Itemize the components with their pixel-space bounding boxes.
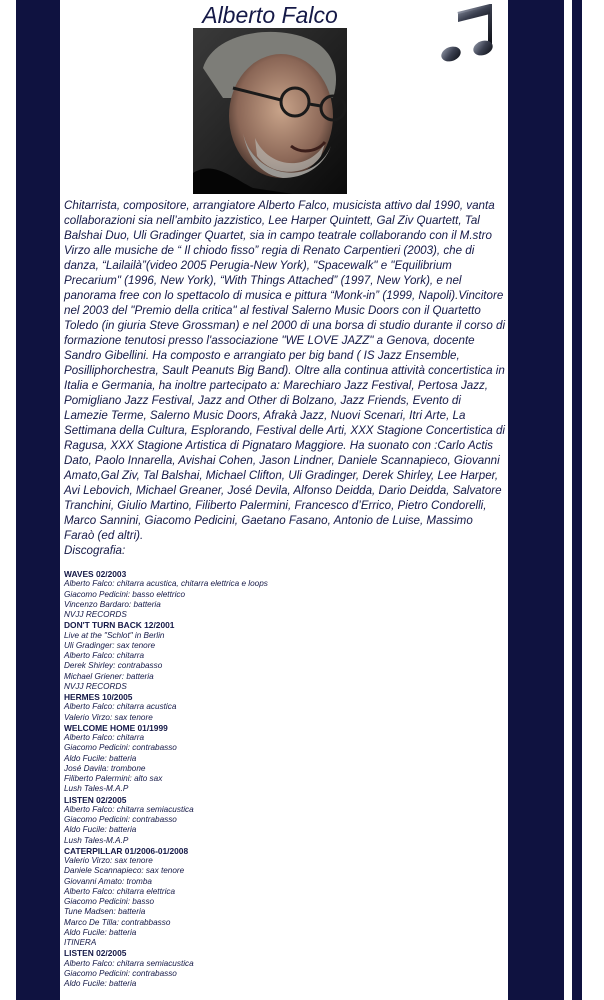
album-credit: Alberto Falco: chitarra: [64, 733, 145, 742]
album-title: LISTEN 02/2005: [64, 794, 127, 805]
album-title: WAVES 02/2003: [64, 569, 127, 579]
album-credit: Aldo Fucile: batteria: [64, 753, 137, 763]
album-credit: Valerio Virzo: sax tenore: [64, 712, 153, 722]
album-credit: Aldo Fucile: batteria: [64, 927, 137, 937]
album-credit: Giacomo Pedicini: contrabasso: [64, 743, 177, 753]
album-credit: Lush Tales-M.A.P: [64, 784, 129, 794]
discography-heading: Discografia:: [64, 544, 126, 557]
album-credit: Derek Shirley: contrabasso: [64, 661, 163, 671]
album-credit: Michael Griener: batteria: [64, 671, 154, 681]
album-credit: Aldo Fucile: batteria: [64, 979, 137, 988]
album-entry: [64, 723, 504, 795]
album-title: CATERPILLAR 01/2006-01/2008: [64, 845, 189, 856]
album-credit: Lush Tales-M.A.P: [64, 835, 129, 845]
album-credit: Giacomo Pedicini: contrabasso: [64, 815, 177, 824]
artist-photo: [193, 28, 347, 194]
album-title: LISTEN 02/2005: [64, 948, 127, 959]
album-credit: Aldo Fucile: batteria: [64, 825, 137, 835]
album-credit: Alberto Falco: chitarra semiacustica: [64, 804, 194, 814]
music-note-icon: [440, 4, 496, 62]
album-entry: [64, 948, 504, 989]
album-credit: Filiberto Palermini: alto sax: [64, 774, 163, 783]
album-credit: Alberto Falco: chitarra elettrica: [64, 886, 176, 896]
album-credit: Vincenzo Bardaro: batteria: [64, 599, 161, 609]
far-right-band: [572, 0, 582, 1000]
album-credit: Giacomo Pedicini: basso elettrico: [64, 589, 186, 599]
album-credit: NVJJ RECORDS: [64, 610, 127, 619]
album-credit: Tune Madsen: batteria: [64, 907, 146, 917]
main-content: [60, 0, 508, 1000]
album-credit: José Davila: trombone: [64, 763, 146, 773]
album-title: DON'T TURN BACK 12/2001: [64, 620, 175, 631]
biography-text: Chitarrista, compositore, arrangiatore Alberto Falco, musicista attivo dal 1990, vanta collaborazioni sia nell’ambito jazzistico, Lee Harper Quintett, Gal Ziv Quartett, Tal Balshai Duo, Uli Gradinger Quartet, sia in campo teatrale collaborando con il M.stro Virzo alle musiche de “ Il chiodo fisso” regia di Renato Carpentieri (2003), che di danza, “Lailailà”(video 2005 Perugia-New York), "Spacewalk" e "Equilibrium Precarium" (1996, New York), “With Things Attached” (1997, New York), e nel panorama free con lo spettacolo di musica e pittura “Monk-in” (1999, Napoli).Vincitore nel 2003 del "Premio della critica" al festival Salerno Music Doors con il Quartetto Toledo (in giuria Steve Grossman) e nel 2000 di una borsa di studio durante il corso di formazione tenutosi presso l'associazione "WE LOVE JAZZ" a Genova, docente Sandro Gibellini. Ha composto e arrangiato per big band ( IS Jazz Ensemble, Posilliphorchestra, Sault Peanuts Big Band). Oltre alla continua attività concertistica in Italia e Germania, ha inoltre partecipato a: Marechiaro Jazz Festival, Pertosa Jazz, Pomigliano Jazz Festival, Jazz and Other di Bolzano, Jazz Friends, Evento di Lamezie Terme, Salerno Music Doors, Afrakà Jazz, Nuovi Scenari, Itri Arte, La Settimana della Cultura, Esplorando, Festival delle Arti, XXX Stagione Concertistica di Ragusa, XXX Stagione Artistica di Pignataro Maggiore. Ha suonato con :Carlo Actis Dato, Paolo Innarella, Avishai Cohen, Jason Lindner, Daniele Scannapieco, Giovanni Amato,Gal Ziv, Tal Balshai, Michael Clifton, Uli Gradinger, Derek Shirley, Lee Harper, Avi Lebovich, Michael Greaner, José Devila, Alfonso Deidda, Dario Deidda, Salvatore Tranchini, Giulio Martino, Filiberto Palermini, Francesco d’Errico, Pietro Condorelli, Marco Sannini, Giacomo Pedicini, Gaetano Fasano, Antonio de Luise, Massimo Faraò (ed altri).: [64, 199, 506, 542]
album-credit: Giovanni Amato: tromba: [64, 876, 152, 886]
album-credit: Giacomo Pedicini: contrabasso: [64, 968, 177, 978]
album-credit: NVJJ RECORDS: [64, 681, 127, 691]
album-entry: [64, 569, 504, 620]
album-title: HERMES 10/2005: [64, 692, 133, 702]
album-credit: Uli Gradinger: sax tenore: [64, 640, 156, 650]
album-entry: [64, 795, 504, 846]
album-credit: ITINERA: [64, 938, 97, 947]
album-credit: Alberto Falco: chitarra: [64, 651, 145, 660]
album-credit: Daniele Scannapieco: sax tenore: [64, 866, 185, 876]
album-credit: Marco De Tilla: contrabbasso: [64, 917, 171, 927]
album-credit: Valerio Virzo: sax tenore: [64, 856, 153, 865]
album-entry: [64, 846, 504, 949]
page-title: Alberto Falco: [202, 2, 338, 28]
album-title: WELCOME HOME 01/1999: [64, 722, 168, 733]
discography-list: [64, 569, 504, 989]
right-sidebar-band: [508, 0, 564, 1000]
album-credit: Alberto Falco: chitarra acustica: [64, 702, 177, 712]
album-entry: [64, 620, 504, 692]
album-credit: Alberto Falco: chitarra semiacustica: [64, 958, 194, 968]
album-credit: Giacomo Pedicini: basso: [64, 897, 155, 906]
album-entry: [64, 692, 504, 723]
left-sidebar-band: [16, 0, 60, 1000]
album-credit: Alberto Falco: chitarra acustica, chitarra elettrica e loops: [64, 579, 268, 589]
album-credit: Live at the "Schlot" in Berlin: [64, 630, 165, 640]
